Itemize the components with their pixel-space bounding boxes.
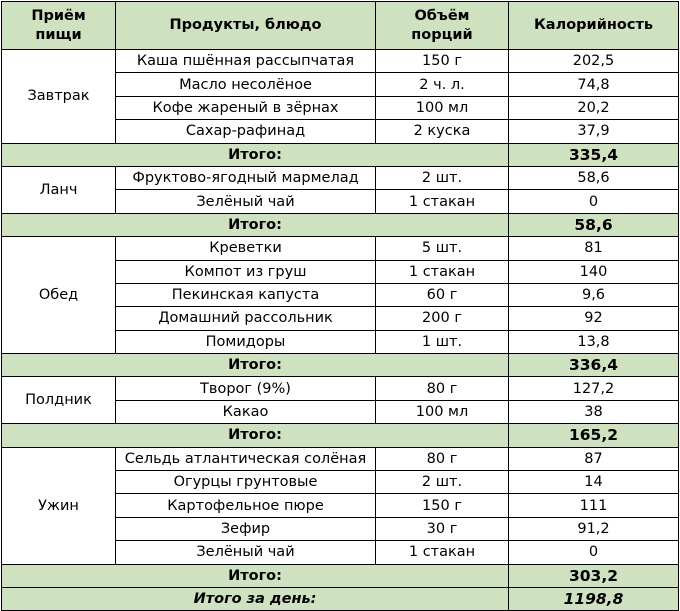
portion-cell: 60 г xyxy=(376,283,509,306)
table-row xyxy=(2,237,679,260)
portion-cell: 1 стакан xyxy=(376,541,509,564)
calories-cell: 20,2 xyxy=(509,96,679,119)
calories-cell: 92 xyxy=(509,307,679,330)
product-cell: Сахар-рафинад xyxy=(116,120,376,143)
calories-cell: 81 xyxy=(509,237,679,260)
calories-cell: 87 xyxy=(509,447,679,470)
grand-total-value: 1198,8 xyxy=(509,587,679,610)
total-value: 303,2 xyxy=(509,564,679,587)
product-cell: Каша пшённая рассыпчатая xyxy=(116,50,376,73)
total-value: 165,2 xyxy=(509,424,679,447)
calories-cell: 127,2 xyxy=(509,377,679,400)
calories-cell: 37,9 xyxy=(509,120,679,143)
product-cell: Творог (9%) xyxy=(116,377,376,400)
total-row xyxy=(2,143,679,166)
calories-cell: 202,5 xyxy=(509,50,679,73)
total-row xyxy=(2,213,679,236)
calories-cell: 38 xyxy=(509,400,679,423)
portion-cell: 100 мл xyxy=(376,96,509,119)
calories-cell: 9,6 xyxy=(509,283,679,306)
total-value: 58,6 xyxy=(509,213,679,236)
portion-cell: 80 г xyxy=(376,447,509,470)
total-label: Итого: xyxy=(2,143,509,166)
product-cell: Зефир xyxy=(116,517,376,540)
portion-cell: 1 стакан xyxy=(376,260,509,283)
total-value: 336,4 xyxy=(509,354,679,377)
portion-cell: 200 г xyxy=(376,307,509,330)
portion-cell: 2 шт. xyxy=(376,471,509,494)
portion-cell: 150 г xyxy=(376,50,509,73)
table-body xyxy=(2,50,679,611)
meal-name: Обед xyxy=(2,237,116,354)
total-row xyxy=(2,354,679,377)
grand-total-label: Итого за день: xyxy=(2,587,509,610)
total-label: Итого: xyxy=(2,213,509,236)
grand-total-row xyxy=(2,587,679,610)
portion-cell: 2 ч. л. xyxy=(376,73,509,96)
portion-cell: 2 шт. xyxy=(376,166,509,189)
calories-cell: 58,6 xyxy=(509,166,679,189)
calories-cell: 14 xyxy=(509,471,679,494)
total-value: 335,4 xyxy=(509,143,679,166)
product-cell: Креветки xyxy=(116,237,376,260)
table-row xyxy=(2,377,679,400)
portion-cell: 2 куска xyxy=(376,120,509,143)
header-calories: Калорийность xyxy=(509,2,679,50)
header-product: Продукты, блюдо xyxy=(116,2,376,50)
table-row xyxy=(2,447,679,470)
meal-name: Ланч xyxy=(2,166,116,213)
calories-cell: 0 xyxy=(509,541,679,564)
portion-cell: 100 мл xyxy=(376,400,509,423)
product-cell: Сельдь атлантическая солёная xyxy=(116,447,376,470)
calories-cell: 91,2 xyxy=(509,517,679,540)
portion-cell: 1 стакан xyxy=(376,190,509,213)
product-cell: Картофельное пюре xyxy=(116,494,376,517)
total-label: Итого: xyxy=(2,424,509,447)
total-row xyxy=(2,564,679,587)
product-cell: Фруктово-ягодный мармелад xyxy=(116,166,376,189)
calories-cell: 140 xyxy=(509,260,679,283)
calories-cell: 0 xyxy=(509,190,679,213)
meal-name: Полдник xyxy=(2,377,116,424)
product-cell: Зелёный чай xyxy=(116,541,376,564)
header-portion: Объём порций xyxy=(376,2,509,50)
total-row xyxy=(2,424,679,447)
product-cell: Компот из груш xyxy=(116,260,376,283)
product-cell: Зелёный чай xyxy=(116,190,376,213)
header-row xyxy=(2,2,679,50)
calories-cell: 74,8 xyxy=(509,73,679,96)
total-label: Итого: xyxy=(2,564,509,587)
header-meal: Приём пищи xyxy=(2,2,116,50)
portion-cell: 5 шт. xyxy=(376,237,509,260)
meal-name: Ужин xyxy=(2,447,116,564)
calories-cell: 13,8 xyxy=(509,330,679,353)
product-cell: Домашний рассольник xyxy=(116,307,376,330)
product-cell: Пекинская капуста xyxy=(116,283,376,306)
portion-cell: 150 г xyxy=(376,494,509,517)
table-row xyxy=(2,166,679,189)
product-cell: Кофе жареный в зёрнах xyxy=(116,96,376,119)
portion-cell: 1 шт. xyxy=(376,330,509,353)
calories-cell: 111 xyxy=(509,494,679,517)
portion-cell: 80 г xyxy=(376,377,509,400)
calorie-table xyxy=(1,1,679,611)
product-cell: Помидоры xyxy=(116,330,376,353)
portion-cell: 30 г xyxy=(376,517,509,540)
meal-name: Завтрак xyxy=(2,50,116,144)
total-label: Итого: xyxy=(2,354,509,377)
product-cell: Какао xyxy=(116,400,376,423)
product-cell: Огурцы грунтовые xyxy=(116,471,376,494)
table-row xyxy=(2,50,679,73)
product-cell: Масло несолёное xyxy=(116,73,376,96)
